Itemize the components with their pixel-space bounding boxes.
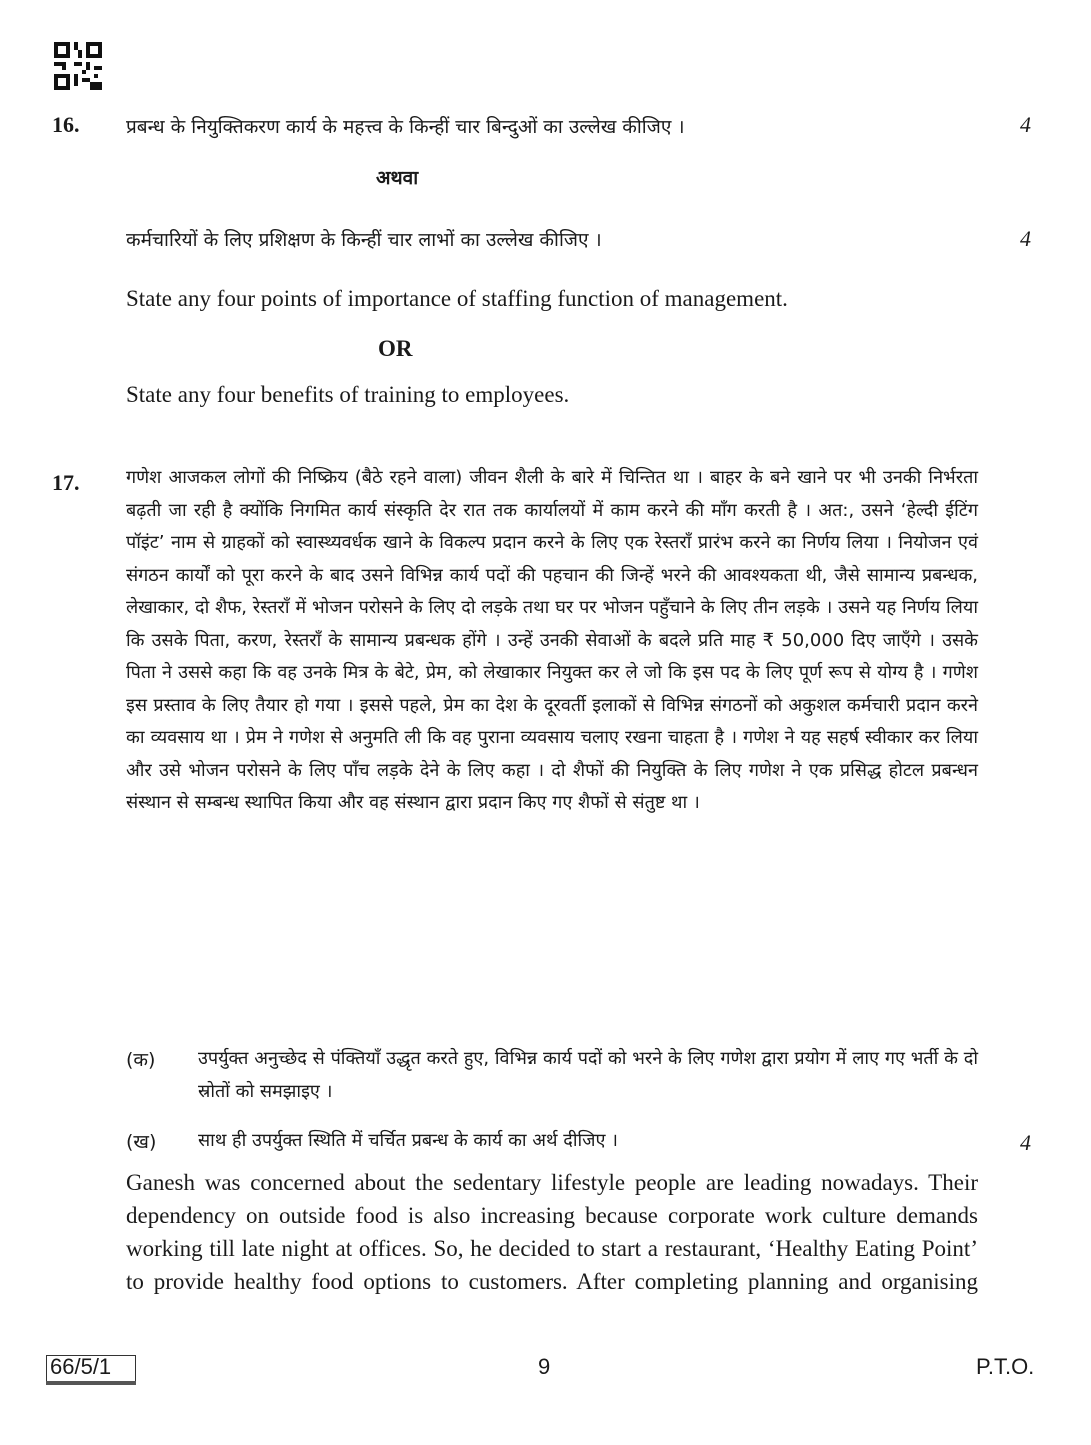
qr-code-icon <box>54 42 102 90</box>
q17-hindi-paragraph: गणेश आजकल लोगों की निष्क्रिय (बैठे रहने वाला) जीवन शैली के बारे में चिन्तित था । बाहर के बने खाने पर भी उनकी निर्भरता बढ़ती जा रही है क्योंकि निगमित कार्य संस्कृति देर रात तक कार्यालयों में काम करने की माँग करती है । अत:, उसने ‘हेल्दी ईटिंग पॉइंट’ नाम से ग्राहकों को स्वास्थ्यवर्धक खाने के विकल्प प्रदान करने के लिए एक रेस्तराँ प्रारंभ करने का निर्णय लिया । नियोजन एवं संगठन कार्यों को पूरा करने के बाद उसने विभिन्न कार्य पदों की पहचान की जिन्हें भरने की आवश्यकता थी, जैसे सामान्य प्रबन्धक, लेखाकार, दो शैफ, रेस्तराँ में भोजन परोसने के लिए दो लड़के तथा घर पर भोजन पहुँचाने के लिए तीन लड़के । उसने यह निर्णय लिया कि उसके पिता, करण, रेस्तराँ के सामान्य प्रबन्धक होंगे । उन्हें उनकी सेवाओं के बदले प्रति माह ₹ 50,000 दिए जाएँगे । उसके पिता ने उससे कहा कि वह उनके मित्र के बेटे, प्रेम, को लेखाकार नियुक्त कर ले जो कि इस पद के लिए पूर्ण रूप से योग्य है । गणेश इस प्रस्ताव के लिए तैयार हो गया । इससे पहले, प्रेम का देश के दूरवर्ती इलाकों से विभिन्न संगठनों को अकुशल कर्मचारी प्रदान करने का व्यवसाय था । प्रेम ने गणेश से अनुमति ली कि वह पुराना व्यवसाय चलाए रखना चाहता है । गणेश ने यह सहर्ष स्वीकार कर लिया और उसे भोजन परोसने के लिए पाँच लड़के देने के लिए कहा । दो शैफों की नियुक्ति के लिए गणेश ने एक प्रसिद्ध होटल प्रबन्धन संस्थान से सम्बन्ध स्थापित किया और वह संस्थान द्वारा प्रदान किए गए शैफों से संतुष्ट था । <box>126 467 978 813</box>
q16-alt-marks: 4 <box>1020 226 1031 251</box>
q17-part-a-text: उपर्युक्त अनुच्छेद से पंक्तियाँ उद्धृत करते हुए, विभिन्न कार्य पदों को भरने के लिए गणेश द्वारा प्रयोग में लाए गए भर्ती के दो स्रोतों को समझाइए । <box>198 1048 978 1102</box>
q16-english-alternative: State any four benefits of training to employees. <box>126 382 570 407</box>
question-number-17: 17. <box>52 470 80 495</box>
please-turn-over: P.T.O. <box>976 1354 1035 1379</box>
q16-hindi-alternative: कर्मचारियों के लिए प्रशिक्षण के किन्हीं चार लाभों का उल्लेख कीजिए । <box>126 229 602 251</box>
q16-english-question: State any four points of importance of staffing function of management. <box>126 286 788 311</box>
q17-part-b-text: साथ ही उपर्युक्त स्थिति में चर्चित प्रबन्ध के कार्य का अर्थ दीजिए । <box>198 1130 618 1151</box>
q17-part-a-label: (क) <box>126 1049 156 1071</box>
q17-english-paragraph: Ganesh was concerned about the sedentary lifestyle people are leading nowadays. Their dependency on outside food is also increasing because corporate work culture demands working till late night at offices. So, he decided to start a restaurant, ‘Healthy Eating Point’ to provide healthy food options to customers. After completing planning and organising <box>126 1170 978 1294</box>
q16-hindi-or: अथवा <box>376 167 419 189</box>
question-number-16: 16. <box>52 112 80 137</box>
paper-code: 66/5/1 <box>50 1354 112 1379</box>
page-number: 9 <box>538 1354 551 1379</box>
q16-hindi-question: प्रबन्ध के नियुक्तिकरण कार्य के महत्त्व के किन्हीं चार बिन्दुओं का उल्लेख कीजिए । <box>126 116 685 138</box>
q17-marks: 4 <box>1020 1130 1031 1155</box>
barcode-strip-icon <box>46 1381 136 1385</box>
q16-marks: 4 <box>1020 112 1031 137</box>
q16-english-or: OR <box>378 336 413 361</box>
q17-part-b-label: (ख) <box>126 1131 157 1153</box>
